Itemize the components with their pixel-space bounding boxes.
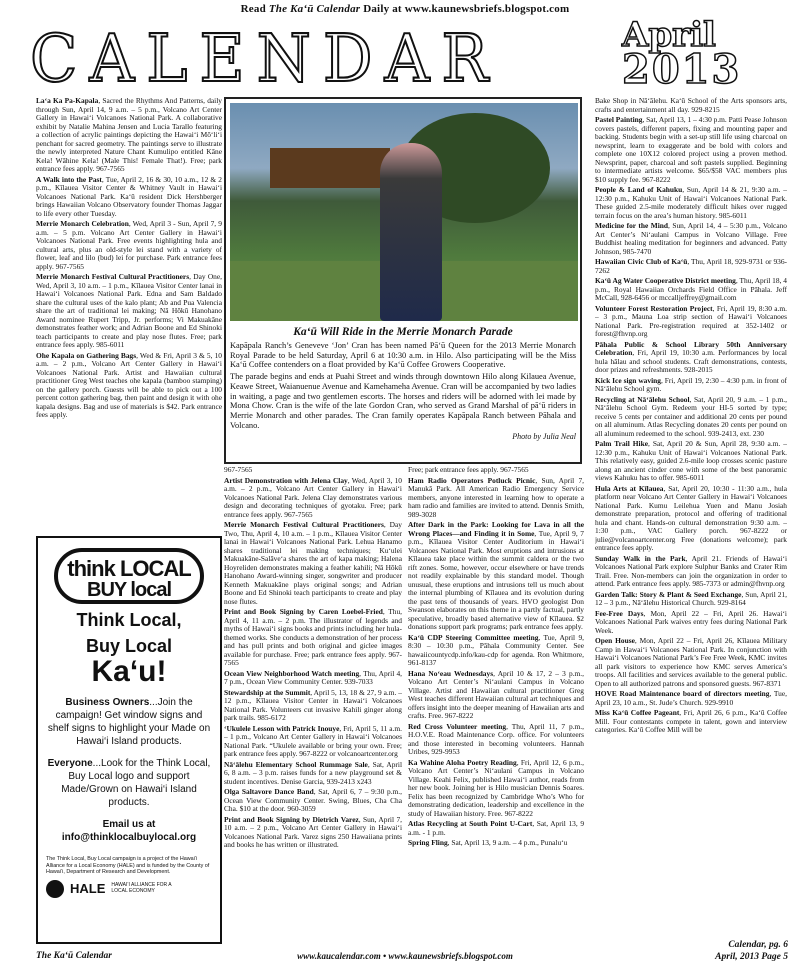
calendar-entry: [224, 689, 402, 723]
entry-title: Olga Saltavore Dance Band: [224, 787, 314, 796]
calendar-entry: [36, 220, 222, 271]
entry-title: Merrie Monarch Celebration: [36, 219, 129, 228]
think-local-logo: think LOCAL BUY local: [54, 548, 204, 604]
entry-title: Ka‘ū CDP Steering Committee meeting: [408, 632, 539, 642]
footer-websites: www.kaucalendar.com • www.kaunewsbriefs.blogspot.com: [297, 951, 513, 961]
calendar-entry: [595, 341, 787, 375]
entry-title: Atlas Recycling at South Point U-Cart: [408, 819, 533, 828]
calendar-entry: [595, 709, 787, 735]
entry-body: , Fri, April 19, 10:30 a.m. Performances by local hula hālau and school students. Craft demonstrations, contests, door prizes and refreshments. 928-2015: [595, 348, 787, 374]
column-3: [408, 466, 584, 956]
entry-title: HOVE Road Maintenance board of directors meeting: [595, 689, 770, 698]
entry-body: , Thu, April 18, 929-9731 or 936-7262: [595, 257, 787, 275]
feature-title: Ka‘ū Will Ride in the Merrie Monarch Parade: [293, 326, 513, 338]
top-banner: Read The Ka‘ū Calendar Daily at www.kaunewsbriefs.blogspot.com: [240, 3, 570, 15]
entry-title: Artist Demonstration with Jelena Clay: [224, 475, 348, 485]
issue-month: April: [622, 15, 716, 55]
entry-body: , Sat, April 20, 9 a.m. – 1 p.m., Nā‘ālehu School Gym. Redeem your HI-5 sorted by type; receive 5 cents per container and additional 20 cents per pound on all aluminum. Atlas Recycling donates 20 cents per pound on all aluminum redeemed to the school. 939-2413, ext. 230: [595, 394, 787, 438]
calendar-entry: [595, 485, 787, 553]
entry-title: Fee-Free Days: [595, 608, 644, 618]
entry-body: , Sun, April 21, 12 – 3 p.m., Nā‘ālehu Historical Church. 929-8164: [595, 589, 787, 607]
entry-body: 967-7565: [224, 466, 253, 474]
entry-body: , Tue, April 2, 16 & 30, 10 a.m., 12 & 2 p.m., Kīlauea Visitor Center & Whitney Vault in Hawai‘i Volcanoes National Park. Ka‘ū resident Dick Hershberger brings Hawaiian Volcano Observatory founder Thomas Jaggar to life every other Tuesday.: [36, 174, 222, 218]
hale-icon: [46, 880, 64, 898]
calendar-entry: [595, 690, 787, 707]
entry-body: , Sat, April 13, 9 a.m. - 1 p.m.: [408, 819, 584, 837]
calendar-entry: [595, 222, 787, 256]
feature-paragraph: Kapāpala Ranch’s Geneveve ‘Jon’ Cran has been named Pā‘ū Queen for the 2013 Merrie Monarch Royal Parade to be held Saturday, April 6 at 10:30 a.m. in Hilo. Also participating will be the Miss Ka‘ū Coffee contenders on a float provided by Ka‘ū Coffee Growers Cooperative.: [230, 341, 576, 370]
calendar-entry: [408, 759, 584, 819]
entry-body: , Sacred the Rhythms And Patterns, daily through Sun, April 14, 9 a.m. – 5 p.m., Volcano Art Center Gallery in Hawai‘i Volcanoes National Park. A collaborative exhibit by Natalie Mahina Jensen and Lucia Tarallo featuring a collection of acrylic paintings depicting the Hawai‘i Mōʻli‘i penchant for sacred geometry. The paintings serve to illustrate the newly interpreted Nature Chant Kumulipo entitled Kāne Kela! Wāhine Kela! (Male This! Female That!). Free; park entrance fees apply. 967-7565: [36, 97, 222, 173]
entry-body: , Day One, Wed, April 3, 10 a.m. – 1 p.m., Kīlauea Visitor Center lanai in Hawai‘i Volcanoes National Park. Edna and Sam Baldado share the cultural uses of the kalo plant; Ab and Pua Valencia share the art of traditional lei making; Nā Hōkū Hanohano Award nominee Rupert Tripp, Jr. performs; Vi Makuakāne demonstrates feather work; and Adrian Boone and Ed Shinoki teach participants to create and play nose flutes. Free; park entrance fees apply. 985-6011: [36, 272, 222, 349]
entry-body: , Mon, April 22 – Fri, April 26, Kīlauea Military Camp in Hawai‘i Volcanoes National Park. In conjunction with Hawai‘i Volcanoes National Park’s Fee Free Week, KMC invites all park visitors to experience how KMC serves America’s troops. All facilities and services available to the general public. Open to all authorized patrons and sponsored guests. 967-8371: [595, 636, 787, 688]
calendar-entry: [36, 97, 222, 174]
calendar-entry: [595, 186, 787, 220]
calendar-entry: [595, 377, 787, 394]
entry-title: La‘a Ka Pa-Kapala: [36, 97, 99, 105]
calendar-entry: [408, 521, 584, 632]
think-local-ad: [36, 536, 222, 944]
entry-body: , Sun, April 14 & 21, 9:30 a.m. – 12:30 p.m., Kahuku Unit of Hawai‘i Volcanoes National Park. These guided 2.5-mile moderately difficult hikes over rugged terrain focus on the area’s human history. 985-6011: [595, 185, 787, 220]
entry-body: , Sat, April 13, 1 – 4:30 p.m. Patti Pease Johnson covers pastels, different papers, fixing and mounting paper and backing. Students begin with a set-up still life using charcoal on newsprint, learn to exaggerate and be bold with colors and complete one 10X12 colored project using a proven method. Newsprint, paper, charcoal and soft pastels supplied. Beginning to intermediate artists welcome. $65/$58 VAC members plus $10 supply fee. 967-8222: [595, 115, 787, 184]
calendar-entry: [408, 820, 584, 837]
entry-body: , Wed, April 3 - Sun, April 7, 9 a.m. – 5 p.m. Volcano Art Center Gallery in Hawai‘i Volcanoes National Park. Free events highlighting hula and cultural arts, plus an old-style lei stand with a variety of flower, leaf and lilo (bud) lei for purchase. Park entrance fees apply. 967-7565: [36, 219, 222, 271]
entry-body: , Sun, April 7, 10 a.m. – 2 p.m., Volcano Art Center Gallery in Hawai‘i Volcanoes National Park. Varez signs 250 Hawaiiana prints and books he has written or illustrated.: [224, 814, 402, 849]
calendar-entry: [595, 555, 787, 589]
entry-title: After Dark in the Park: Looking for Lava in all the Wrong Places—and Finding it in Some: [408, 520, 584, 538]
entry-title: Merrie Monarch Festival Cultural Practitioners: [224, 520, 384, 529]
entry-body: , Fri, April 12, 6 p.m., Volcano Art Center’s Ni‘aulani Campus in Volcano Village. Keahi Felix, published Hawai‘i author, reads from her new book. Joining her is Hilo musician Dennis Soares. Felix has been recognized by Cambridge Who’s Who for demonstrating dedication, leadership and excellence in the study of Hawaiian history. Free. 967-8222: [408, 757, 584, 818]
calendar-entry: [224, 816, 402, 850]
calendar-entry: [224, 608, 402, 668]
hale-logo: HALE HAWAI‘I ALLIANCE FOR A LOCAL ECONOMY: [46, 880, 212, 898]
entry-title: Print and Book Signing by Caren Loebel-Fried: [224, 607, 383, 616]
entry-body: , Mon, April 22 – Fri, April 26. Hawai‘i Volcanoes National Park waives entry fees during National Park Week.: [595, 608, 787, 635]
calendar-entry: [595, 97, 787, 114]
entry-title: Miss Ka‘ū Coffee Pageant: [595, 708, 680, 717]
entry-body: , Thu, April 18, 4 p.m., Royal Hawaiian Orchards Field Office in Pāhala. Jeff McCall, 928-6456 or mccalljeffrey@gmail.com: [595, 276, 787, 302]
calendar-entry: [595, 637, 787, 688]
entry-body: , Tue, April 9, 7 p.m., Kīlauea Visitor Center Auditorium in Hawai‘i Volcanoes National Park. Most eruptions and intrusions at Kīlauea take place within the summit caldera or the two rift zones. Some, however, occur elsewhere or have trends not readily explainable by this standard model. Though unusual, these eruptions and intrusions tell us much about the internal plumbing of Kīlauea and its evolution during the past tens of thousands of years. HVO geologist Don Swanson elaborates on this theme in a partly factual, partly speculative, broadly based alternative view of Kīlauea. $2 donations support park programs; park entrance fees apply.: [408, 528, 584, 631]
entry-title: Ka Wahine Aloha Poetry Reading: [408, 757, 517, 767]
calendar-entry: [595, 116, 787, 184]
calendar-entry: [224, 725, 402, 759]
calendar-entry: [408, 839, 584, 848]
entry-body: , April 21. Friends of Hawai‘i Volcanoes National Park explore Sulphur Banks and Crater Rim Trail. Free. Non-members can join the organization in order to attend. Park entrance fees apply. 985-7373 or admin@fhvnp.org: [595, 553, 787, 588]
masthead-title: CALENDAR: [30, 20, 501, 97]
entry-title: Ohe Kapala on Gathering Bags: [36, 350, 137, 360]
entry-title: Ka‘ū Ag Water Cooperative District meeting: [595, 276, 736, 285]
entry-title: Palm Trail Hike: [595, 439, 648, 448]
entry-title: Nā‘ālehu Elementary School Rummage Sale: [224, 759, 368, 769]
entry-body: , April 10 & 17, 2 – 3 p.m., Volcano Art Center’s Ni‘aulani Campus in Volcano Village. Artist and Hawaiian cultural practitioner Greg West teaches different Hawaiian cultural art techniques and offers insight into the deeper meaning of Hawaiian arts and crafts. Free. 967-8222: [408, 668, 584, 720]
entry-title: Pāhala Public & School Library 50th Anniversary Celebration: [595, 339, 787, 357]
entry-body: , Sat, April 6, 8 a.m. – 3 p.m. raises funds for a new playground set & student incentives. Denise Garcia, 939-2413 x243: [224, 759, 402, 786]
entry-title: ‘Ukulele Lesson with Patrick Inouye: [224, 723, 340, 733]
entry-body: Free; park entrance fees apply. 967-7565: [408, 466, 529, 474]
column-1: [36, 97, 222, 534]
calendar-entry: [408, 723, 584, 757]
entry-title: Hula Arts at Kīlauea: [595, 483, 664, 493]
entry-title: Hawaiian Civic Club of Ka‘ū: [595, 257, 688, 266]
feature-paragraph: The parade begins and ends at Puahi Street and winds through downtown Hilo along Kilauea Avenue, Keawe Street, Waianuenue Avenue and Kamehameha Avenue. Cran will be accompanied by two ladies in waiting, a page and two gentlemen escorts. The horses and riders will be adorned with lei made by Mona Chow. Cran is the wife of the late Gordon Cran, who served as Grand Marshal of pā‘ū riders in Merrie Monarch and other parades. The Cran family operates Kapāpala Ranch between Pāhala and Volcano.: [230, 372, 576, 430]
entry-title: Stewardship at the Summit: [224, 687, 311, 697]
calendar-entry: [224, 670, 402, 687]
ad-kau: Ka‘u!: [91, 655, 167, 688]
entry-body: , Sat, April 6, 7 – 9:30 p.m., Ocean View Community Center. Swing, Blues, Cha Cha Cha. $10 at the door. 960-3059: [224, 787, 402, 813]
entry-body: , Thu, April 4, 7 p.m., Ocean View Community Center. 939-7033: [224, 668, 402, 686]
calendar-entry: [595, 305, 787, 339]
entry-title: Garden Talk: Story & Plant & Seed Exchange: [595, 589, 742, 599]
column-4: [595, 97, 787, 945]
footer-publication: The Ka‘ū Calendar: [36, 951, 113, 961]
calendar-entry: [224, 761, 402, 787]
entry-body: , Fri, April 19, 8:30 a.m. – 3 p.m., Mauna Loa strip section of Hawai‘i Volcanoes National Park. Pre-registration required at 352-1402 or forest@fhvnp.org: [595, 303, 787, 338]
entry-title: Ham Radio Operators Potluck Picnic: [408, 475, 536, 485]
entry-title: Ocean View Neighborhood Watch meeting: [224, 668, 360, 678]
entry-body: , Wed & Fri, April 3 & 5, 10 a.m. – 2 p.m., Volcano Art Center Gallery in Hawai‘i Volcanoes National Park. Artist and Hawaiian cultural practitioner Greg West teaches ohe kapala (bamboo stamping) on the gallery porch. Guests will be able to pick out a 100 percent cotton gathering bag, then paint and design it with ohe kapala designs. Bag and use of materials is $42. Park entrance fees apply.: [36, 350, 222, 419]
entry-body: , April 5, 13, 18 & 27, 9 a.m. – 12 p.m., Kīlauea Visitor Center in Hawai‘i Volcanoes National Park. Volunteers cut invasive Kahili ginger along park trails. 985-6172: [224, 687, 402, 722]
ad-email: Email us at info@thinklocalbuylocal.org: [61, 819, 197, 843]
calendar-entry: [224, 788, 402, 814]
entry-body: , Thu, April 4, 11 a.m. – 2 p.m. The illustrator of legends and myths of Hawai‘i signs books and prints including her hula-themed works. She conducts a demonstration of her process and has pull prints and both original and giclee images available for purchase. Free; park entrance fees apply. 967-7565: [224, 607, 402, 667]
entry-title: Medicine for the Mind: [595, 221, 669, 230]
entry-body: , Fri, April 26, 6 p.m., Ka‘ū Coffee Mill. Four contestants compete in talent, gown and interview categories. Ka‘ū Coffee Mill will be: [595, 708, 787, 734]
entry-body: , Sun, April 14, 4 – 5:30 p.m., Volcano Art Center’s Ni‘aulani Campus in Volcano Village. Free Buddhist healing meditation for beginners and advanced. Patty Johnson, 985-7470: [595, 221, 787, 256]
entry-body: , Tue, April 23, 10 a.m., St. Jude’s Church. 929-9910: [595, 689, 787, 707]
calendar-entry: [408, 670, 584, 721]
calendar-entry: [595, 610, 787, 636]
entry-body: Bake Shop in Nā‘ālehu. Ka‘ū School of the Arts sponsors arts, crafts and entertainment all day. 929-8215: [595, 97, 787, 114]
column-2: [224, 466, 402, 956]
entry-body: , Fri, April 19, 2:30 – 4:30 p.m. in front of Nā‘ālehu School gym.: [595, 375, 787, 393]
entry-title: Volunteer Forest Restoration Project: [595, 303, 713, 313]
entry-title: A Walk into the Past: [36, 174, 102, 184]
entry-title: Red Cross Volunteer meeting: [408, 721, 507, 731]
ad-everyone-text: Everyone...Look for the Think Local, Buy Local logo and support Made/Grown on Hawai‘i Island products.: [47, 758, 211, 808]
calendar-entry: [224, 466, 402, 475]
entry-title: Spring Fling: [408, 838, 448, 847]
calendar-entry: [36, 352, 222, 420]
entry-title: Hana No‘eau Wednesdays: [408, 668, 494, 678]
calendar-entry: [36, 176, 222, 219]
footer-page: Calendar, pg. 6 April, 2013 Page 5: [715, 940, 788, 962]
entry-body: , Sun, April 7, Manukā Park. All American Radio Emergency Service members, anyone interested in learning how to operate a ham radio and families are invited to attend. Dennis Smith, 989-3028: [408, 475, 584, 519]
ad-business-text: Business Owners...Join the campaign! Get window signs and shelf signs to highlight your Made on Hawai‘i Island products.: [47, 697, 211, 747]
calendar-entry: [595, 277, 787, 303]
calendar-entry: [595, 396, 787, 439]
feature-photo-box: [224, 97, 582, 464]
calendar-entry: [408, 634, 584, 668]
ad-headline-2: Buy Local: [85, 636, 173, 656]
calendar-entry: [595, 440, 787, 483]
calendar-entry: [595, 258, 787, 275]
ad-fine-print: The Think Local, Buy Local campaign is a project of the Hawai‘i Alliance for a Local Economy (HALE) and is funded by the County of Hawai‘i, Department of Research and Development.: [46, 856, 210, 875]
entry-body: , Day Two, Thu, April 4, 10 a.m. – 1 p.m., Kīlauea Visitor Center lanai in Hawai‘i Volcanoes National Park. Lehua Hanamo shares traditional lei making techniques; Ku‘ulei Makuakāne-Salāve‘a shares the art of kapa making; Halena Hoyreliden demonstrates making a feather kahili; Nā Hōkū Hanohano Award-winning singer, songwriter and producer Kenneth Makuakāne plays original songs; and Adrian Boone and Ed Shinoki teach participants to create and play nose flutes.: [224, 520, 402, 606]
entry-body: , Sat, April 13, 9 a.m. – 4 p.m., Punalu‘u: [447, 838, 568, 847]
feature-text: [230, 341, 576, 442]
entry-title: Sunday Walk in the Park: [595, 553, 686, 563]
ad-headline: Think Local,: [76, 610, 182, 630]
entry-title: People & Land of Kahuku: [595, 185, 683, 194]
entry-title: Print and Book Signing by Dietrich Varez: [224, 814, 359, 824]
entry-body: , Sat, April 20, 10:30 - 11:30 a.m., hula platform near Volcano Art Center Gallery in Hawai‘i Volcanoes National Park. Kumu Leilehua Yuen and Manu Josiah demonstrate preparation, protocol and offering of traditional hula and chant. Hands-on cultural demonstration 9:30 a.m. – 1:30 p.m., VAC Gallery porch. 967-8222 or julie@volcanoartcenter.org Free (donations welcome); park entrance fees apply.: [595, 483, 787, 552]
entry-body: , Fri, April 5, 11 a.m. – 1 p.m., Volcano Art Center Gallery in Hawai‘i Volcanoes National Park. “Ukulele available or bring your own. Free; park entrance fees apply. 967-8222 or volcanoartcenter.org: [224, 723, 402, 758]
entry-body: , Sat, April 20 & Sun, April 28, 9:30 a.m. – 12:30 p.m., Kahuku Unit of Hawai‘i Volcanoes National Park. This relatively easy, guided 2.6-mile loop crosses scenic pasture along an ancient cinder cone with some of the best panoramic views Kahuku has to offer. 985-6011: [595, 439, 787, 482]
calendar-entry: [224, 477, 402, 520]
calendar-entry: [408, 477, 584, 520]
calendar-entry: [408, 466, 584, 475]
photo-credit: Photo by Julia Neal: [512, 432, 576, 442]
entry-title: Open House: [595, 636, 635, 645]
entry-body: , Wed, April 3, 10 a.m. – 2 p.m., Volcano Art Center Gallery in Hawai‘i Volcanoes National Park. Jelena Clay demonstrates various design and decorating techniques of gyotaku. Free; park entrance fees apply. 967-7565: [224, 475, 402, 519]
entry-title: Merrie Monarch Festival Cultural Practitioners: [36, 272, 190, 281]
entry-body: , Tue, April 9, 8:30 – 10:30 p.m., Pāhala Community Center. See hawaiicountycdp.info/kau-cdp for agenda. Ron Whitmore, 961-8137: [408, 632, 584, 667]
calendar-entry: [224, 521, 402, 606]
issue-year: 2013: [622, 46, 742, 93]
entry-title: Pastel Painting: [595, 115, 643, 124]
entry-title: Recycling at Nā‘ālehu School: [595, 394, 690, 404]
calendar-entry: [595, 591, 787, 608]
calendar-entry: [36, 273, 222, 350]
issue-date: [622, 15, 742, 93]
entry-body: , Thu, April 11, 7 p.m., H.O.V.E. Road Maintenance Corp. office. For volunteers and those interested in becoming volunteers. Hannah Uribes, 929-9953: [408, 721, 584, 756]
entry-title: Kick Ice sign waving: [595, 375, 661, 385]
feature-photo: [230, 103, 578, 321]
